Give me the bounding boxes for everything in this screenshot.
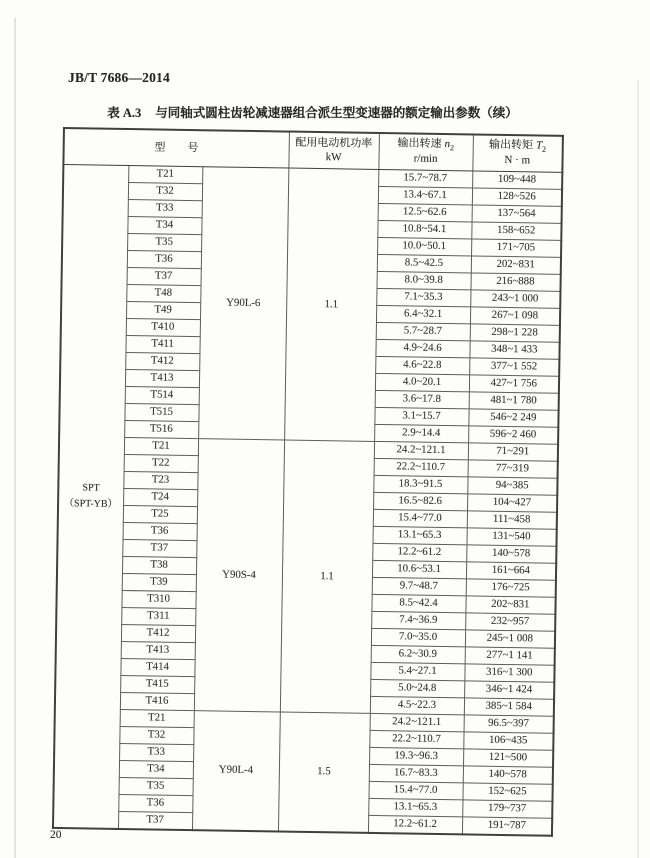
- output-parameters-table: [52, 127, 564, 836]
- torque-cell: 96.5~397: [464, 715, 554, 733]
- speed-cell: 8.5~42.4: [371, 594, 465, 612]
- torque-cell: 128~526: [472, 188, 562, 206]
- torque-cell: 596~2 460: [468, 426, 558, 444]
- torque-cell: 104~427: [467, 494, 557, 512]
- speed-cell: 4.9~24.6: [375, 339, 469, 357]
- speed-cell: 8.5~42.5: [377, 254, 471, 272]
- model-cell: T410: [126, 319, 200, 337]
- torque-cell: 298~1 228: [470, 324, 560, 342]
- speed-header: 输出转速 $n_2$ r/min: [378, 133, 473, 171]
- model-cell: T48: [126, 285, 200, 303]
- model-cell: T23: [123, 471, 197, 489]
- model-cell: T413: [121, 641, 195, 659]
- model-cell: T33: [119, 743, 193, 761]
- speed-cell: 9.7~48.7: [372, 577, 466, 595]
- torque-cell: 202~831: [471, 256, 561, 274]
- torque-cell: 179~737: [462, 800, 552, 818]
- speed-cell: 7.4~36.9: [371, 611, 465, 629]
- table-title-text: 与同轴式圆柱齿轮减速器组合派生型变速器的额定输出参数（续）: [155, 106, 518, 120]
- speed-cell: 4.6~22.8: [375, 356, 469, 374]
- torque-cell: 140~578: [466, 545, 556, 563]
- model-cell: T36: [127, 251, 201, 269]
- motor-cell: Y90L-6: [198, 167, 288, 440]
- torque-cell: 121~500: [463, 749, 553, 767]
- speed-cell: 6.2~30.9: [371, 645, 465, 663]
- model-cell: T515: [124, 404, 198, 422]
- model-cell: T37: [122, 539, 196, 557]
- motor-cell: Y90L-4: [192, 711, 280, 831]
- page-right-edge: [637, 80, 639, 858]
- torque-cell: 481~1 780: [469, 392, 559, 410]
- model-cell: T416: [120, 692, 194, 710]
- torque-cell: 137~564: [472, 205, 562, 223]
- torque-cell: 161~664: [466, 562, 556, 580]
- speed-cell: 10.8~54.1: [377, 220, 471, 238]
- torque-cell: 267~1 098: [470, 307, 560, 325]
- model-cell: T34: [119, 760, 193, 778]
- torque-cell: 427~1 756: [469, 375, 559, 393]
- speed-cell: 15.7~78.7: [378, 169, 472, 187]
- model-cell: T34: [127, 217, 201, 235]
- speed-cell: 15.4~77.0: [369, 781, 463, 799]
- speed-cell: 12.2~61.2: [372, 543, 466, 561]
- torque-cell: 111~458: [467, 511, 557, 529]
- torque-cell: 243~1 000: [470, 290, 560, 308]
- torque-cell: 109~448: [472, 171, 562, 189]
- torque-cell: 191~787: [462, 817, 552, 835]
- model-cell: T21: [128, 166, 202, 184]
- speed-cell: 15.4~77.0: [373, 509, 467, 527]
- table-body: [53, 165, 562, 836]
- torque-cell: 385~1 584: [464, 698, 554, 716]
- page-left-edge: [14, 18, 16, 858]
- speed-cell: 5.0~24.8: [370, 679, 464, 697]
- model-cell: T37: [118, 811, 192, 829]
- speed-cell: 16.5~82.6: [373, 492, 467, 510]
- model-cell: T516: [124, 421, 198, 439]
- model-cell: T310: [121, 590, 195, 608]
- torque-cell: 176~725: [466, 579, 556, 597]
- speed-cell: 4.0~20.1: [375, 373, 469, 391]
- torque-cell: 377~1 552: [469, 358, 559, 376]
- speed-cell: 22.2~110.7: [374, 458, 468, 476]
- torque-cell: 131~540: [467, 528, 557, 546]
- model-header: 型 号: [63, 128, 289, 168]
- torque-cell: 346~1 424: [464, 681, 554, 699]
- speed-cell: 3.1~15.7: [374, 407, 468, 425]
- torque-cell: 77~319: [468, 460, 558, 478]
- torque-cell: 94~385: [467, 477, 557, 495]
- model-cell: T33: [128, 200, 202, 218]
- torque-cell: 152~625: [463, 783, 553, 801]
- torque-header: 输出转矩 $T_2$ N · m: [472, 134, 563, 172]
- model-cell: T22: [124, 454, 198, 472]
- speed-cell: 5.4~27.1: [370, 662, 464, 680]
- torque-cell: 546~2 249: [468, 409, 558, 427]
- speed-cell: 19.3~96.3: [369, 747, 463, 765]
- model-cell: T39: [122, 573, 196, 591]
- table-title-label: 表 A.3: [107, 106, 142, 120]
- table-wrap: [52, 127, 562, 836]
- speed-cell: 2.9~14.4: [374, 424, 468, 442]
- model-cell: T25: [123, 505, 197, 523]
- speed-cell: 16.7~83.3: [369, 764, 463, 782]
- speed-cell: 12.5~62.6: [378, 203, 472, 221]
- torque-cell: 202~831: [465, 596, 555, 614]
- torque-cell: 158~652: [471, 222, 561, 240]
- model-cell: T514: [125, 387, 199, 405]
- speed-cell: 13.1~65.3: [373, 526, 467, 544]
- speed-cell: 24.2~121.1: [370, 713, 464, 731]
- model-cell: T413: [125, 370, 199, 388]
- model-cell: T32: [128, 183, 202, 201]
- speed-cell: 7.1~35.3: [376, 288, 470, 306]
- model-cell: T412: [125, 353, 199, 371]
- speed-cell: 10.6~53.1: [372, 560, 466, 578]
- torque-cell: 216~888: [471, 273, 561, 291]
- speed-cell: 22.2~110.7: [369, 730, 463, 748]
- torque-cell: 245~1 008: [465, 630, 555, 648]
- power-header: 配用电动机功率 kW: [288, 132, 379, 170]
- standard-code: JB/T 7686—2014: [68, 70, 170, 85]
- power-cell: 1.1: [284, 168, 378, 441]
- model-cell: T37: [127, 268, 201, 286]
- speed-cell: 10.0~50.1: [377, 237, 471, 255]
- torque-cell: 277~1 141: [465, 647, 555, 665]
- motor-cell: Y90S-4: [194, 439, 284, 712]
- speed-cell: 6.4~32.1: [376, 305, 470, 323]
- model-cell: T35: [127, 234, 201, 252]
- speed-cell: 3.6~17.8: [375, 390, 469, 408]
- model-cell: T35: [119, 777, 193, 795]
- torque-cell: 232~957: [465, 613, 555, 631]
- model-cell: T311: [121, 607, 195, 625]
- model-cell: T36: [118, 794, 192, 812]
- power-cell: 1.1: [280, 440, 374, 713]
- torque-cell: 348~1 433: [469, 341, 559, 359]
- model-cell: T21: [124, 437, 198, 455]
- speed-cell: 13.1~65.3: [368, 798, 462, 816]
- speed-cell: 5.7~28.7: [376, 322, 470, 340]
- model-cell: T414: [120, 658, 194, 676]
- model-cell: T412: [121, 624, 195, 642]
- series-model-cell: SPT （SPT-YB）: [53, 165, 128, 829]
- speed-cell: 13.4~67.1: [378, 186, 472, 204]
- speed-cell: 7.0~35.0: [371, 628, 465, 646]
- model-cell: T415: [120, 675, 194, 693]
- speed-cell: 4.5~22.3: [370, 696, 464, 714]
- model-cell: T38: [122, 556, 196, 574]
- table-title: [63, 103, 562, 121]
- model-cell: T32: [119, 726, 193, 744]
- model-cell: T21: [120, 709, 194, 727]
- model-cell: T24: [123, 488, 197, 506]
- model-cell: T36: [123, 522, 197, 540]
- torque-cell: 316~1 300: [464, 664, 554, 682]
- power-cell: 1.5: [278, 712, 370, 832]
- speed-cell: 18.3~91.5: [373, 475, 467, 493]
- torque-cell: 140~578: [463, 766, 553, 784]
- torque-cell: 71~291: [468, 443, 558, 461]
- model-cell: T49: [126, 302, 200, 320]
- torque-cell: 171~705: [471, 239, 561, 257]
- speed-cell: 12.2~61.2: [368, 815, 462, 833]
- page-number: 20: [50, 829, 62, 841]
- speed-cell: 8.0~39.8: [377, 271, 471, 289]
- model-cell: T411: [125, 336, 199, 354]
- speed-cell: 24.2~121.1: [374, 441, 468, 459]
- torque-cell: 106~435: [463, 732, 553, 750]
